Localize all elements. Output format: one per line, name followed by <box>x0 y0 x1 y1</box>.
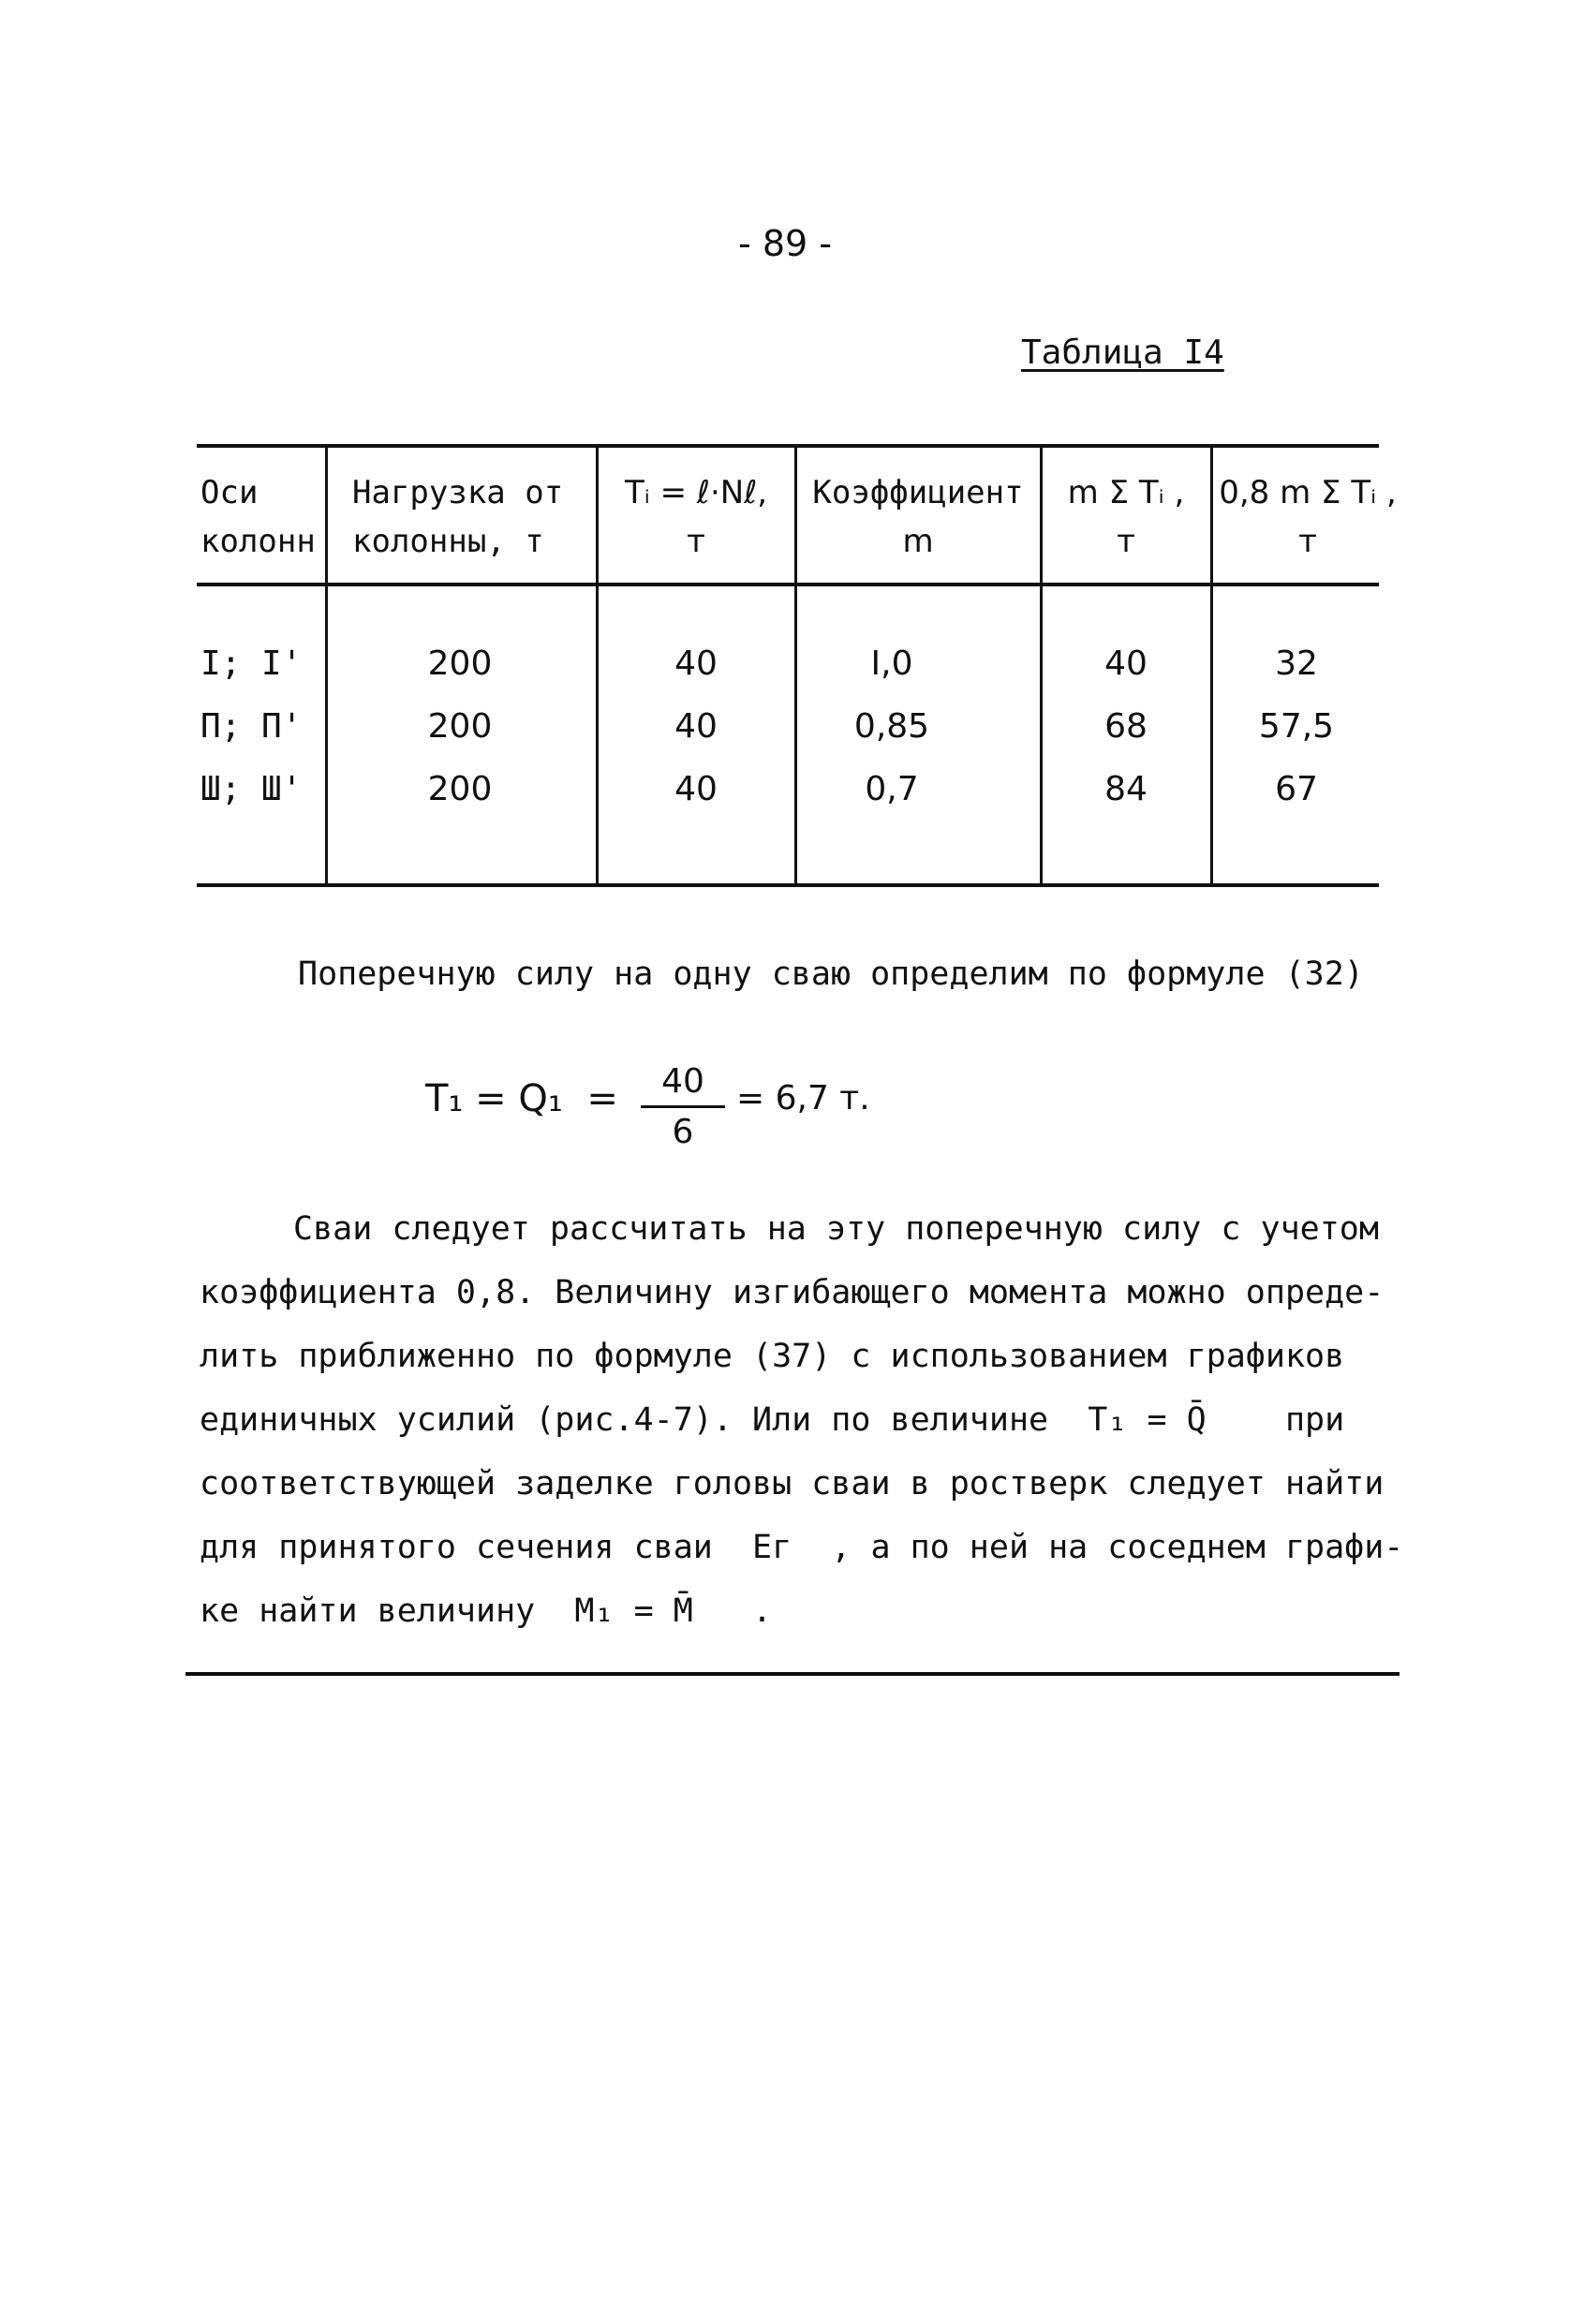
table-cell-m08: 67 <box>1275 770 1318 808</box>
table-cell-msum: 40 <box>1104 644 1148 683</box>
table-cell-coef: I,0 <box>870 644 913 683</box>
formula-lhs: T₁ = Q₁ = <box>425 1077 618 1120</box>
table-top-rule <box>197 444 1379 448</box>
intro-text: Поперечную силу на одну сваю определим по формуле (32) <box>298 955 1364 993</box>
body-paragraph <box>200 1197 1404 1643</box>
formula-denominator: 6 <box>672 1113 694 1151</box>
header-coefficient: Коэффициент m <box>812 474 1024 560</box>
bottom-rule <box>185 1672 1400 1676</box>
table-cell-m08: 32 <box>1275 644 1318 683</box>
paragraph-line: Сваи следует рассчитать на эту поперечную силу с учетом <box>293 1210 1379 1248</box>
formula-numerator: 40 <box>661 1062 704 1101</box>
table-cell-coef: 0,7 <box>865 770 919 808</box>
paragraph-line: для принятого сечения сваи Eг , а по ней на соседнем графи- <box>200 1529 1404 1566</box>
table-caption: Таблица I4 <box>1021 333 1224 372</box>
header-08-m-sum: 0,8 m Σ Tᵢ , т <box>1219 474 1397 560</box>
table-header-rule <box>197 583 1379 586</box>
header-axes: Оси колонн <box>200 474 316 560</box>
table-cell-load: 200 <box>427 644 493 683</box>
paragraph-line: соответствующей заделке головы сваи в ростверк следует найти <box>200 1465 1385 1502</box>
formula-result: = 6,7 т. <box>736 1079 870 1118</box>
header-load: Нагрузка от колонны, т <box>352 474 564 560</box>
table-col-divider <box>1210 448 1213 883</box>
table-cell-coef: 0,85 <box>853 707 930 746</box>
table-cell-ti: 40 <box>674 644 718 683</box>
table-row-axis: П; П' <box>200 707 303 746</box>
paragraph-line: коэффициента 0,8. Величину изгибающего момента можно опреде- <box>200 1274 1385 1311</box>
table-col-divider <box>596 448 599 883</box>
table-col-divider <box>325 448 328 883</box>
fraction-bar <box>641 1105 725 1108</box>
table-col-divider <box>794 448 797 883</box>
table-cell-msum: 84 <box>1104 770 1148 808</box>
table-cell-m08: 57,5 <box>1258 707 1335 746</box>
table-cell-load: 200 <box>427 707 493 746</box>
table-cell-ti: 40 <box>674 770 718 808</box>
page-number: - 89 - <box>738 223 832 264</box>
table-row-axis: Ш; Ш' <box>200 770 303 808</box>
table-row-axis: I; I' <box>200 644 303 683</box>
paragraph-line: лить приближенно по формуле (37) с использованием графиков <box>200 1338 1345 1375</box>
table-bottom-rule <box>197 883 1379 887</box>
header-m-sum: m Σ Tᵢ , т <box>1067 474 1185 560</box>
paragraph-line: ке найти величину M₁ = M̄ . <box>200 1592 773 1630</box>
header-ti: Tᵢ = ℓ·Nℓ, т <box>624 474 768 560</box>
table-col-divider <box>1040 448 1043 883</box>
paragraph-line: единичных усилий (рис.4-7). Или по величине T₁ = Q̄ при <box>200 1401 1345 1439</box>
table-cell-ti: 40 <box>674 707 718 746</box>
table-cell-msum: 68 <box>1104 707 1148 746</box>
table-cell-load: 200 <box>427 770 493 808</box>
